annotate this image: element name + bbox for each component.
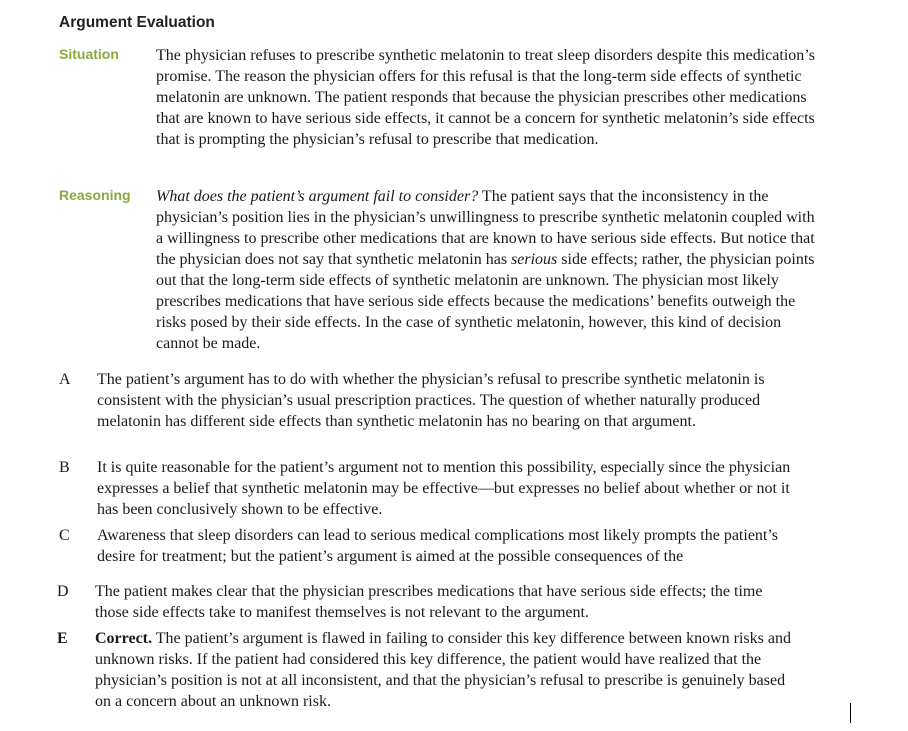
option-c-text: Awareness that sleep disorders can lead to serious medical complications most likely prompts the patient’s desire for treatment; but the patient’s argument is aimed at the possible consequences of the [97, 527, 779, 565]
reasoning-question: What does the patient’s argument fail to consider? [156, 188, 479, 205]
section-heading: Argument Evaluation [59, 14, 215, 31]
reasoning-italic-word: serious [511, 251, 558, 268]
correct-label: Correct. [95, 630, 152, 647]
option-d-letter: D [57, 583, 69, 600]
option-a-text: The patient’s argument has to do with whether the physician’s refusal to prescribe synthetic melatonin is consistent with the physician’s usual prescription practices. The question of whether naturally produced melatonin has different side effects than synthetic melatonin has no bearing on that argument. [97, 371, 765, 430]
situation-text: The physician refuses to prescribe synthetic melatonin to treat sleep disorders despite this medication’s promise. The reason the physician offers for this refusal is that the long-term side effects of synthetic melatonin are unknown. The patient responds that because the physician prescribes other medications that are known to have serious side effects, it cannot be a concern for synthetic melatonin’s side effects that is prompting the physician’s refusal to prescribe that medication. [156, 47, 815, 148]
option-b-letter: B [59, 459, 70, 476]
option-e-letter: E [57, 630, 68, 647]
option-e-body: The patient’s argument is flawed in failing to consider this key difference between known risks and unknown risks. If the patient had considered this key difference, the patient would have realized that the physician’s position is not at all inconsistent, and that the physician’s refusal to prescribe is genuinely based on a concern about an unknown risk. [95, 630, 791, 710]
option-c-letter: C [59, 527, 70, 544]
option-d-text: The patient makes clear that the physician prescribes medications that have serious side effects; the time those side effects take to manifest themselves is not relevant to the argument. [95, 583, 763, 621]
reasoning-label: Reasoning [59, 187, 131, 203]
reasoning-body-end: side effects; rather, the physician points out that the long-term side effects of synthetic melatonin are unknown. The physician most likely prescribes medications that have serious side effects because the medications’ benefits outweigh the risks posed by their side effects. In the case of synthetic melatonin, however, this kind of decision cannot be made. [156, 251, 815, 352]
option-e-text [95, 628, 795, 712]
option-b-text: It is quite reasonable for the patient’s argument not to mention this possibility, especially since the physician expresses a belief that synthetic melatonin may be effective—but expresses no belief about whether or not it has been conclusively shown to be effective. [97, 459, 791, 518]
situation-label: Situation [59, 46, 119, 62]
text-cursor [850, 703, 851, 723]
reasoning-text [156, 186, 816, 354]
option-a-letter: A [59, 371, 71, 388]
reasoning-body-start: The patient says that the inconsistency in the physician’s position lies in the physician’s unwillingness to prescribe synthetic melatonin coupled with a willingness to prescribe other medications that are known to have serious side effects. But notice that the physician does not say that synthetic melatonin has [156, 188, 815, 268]
